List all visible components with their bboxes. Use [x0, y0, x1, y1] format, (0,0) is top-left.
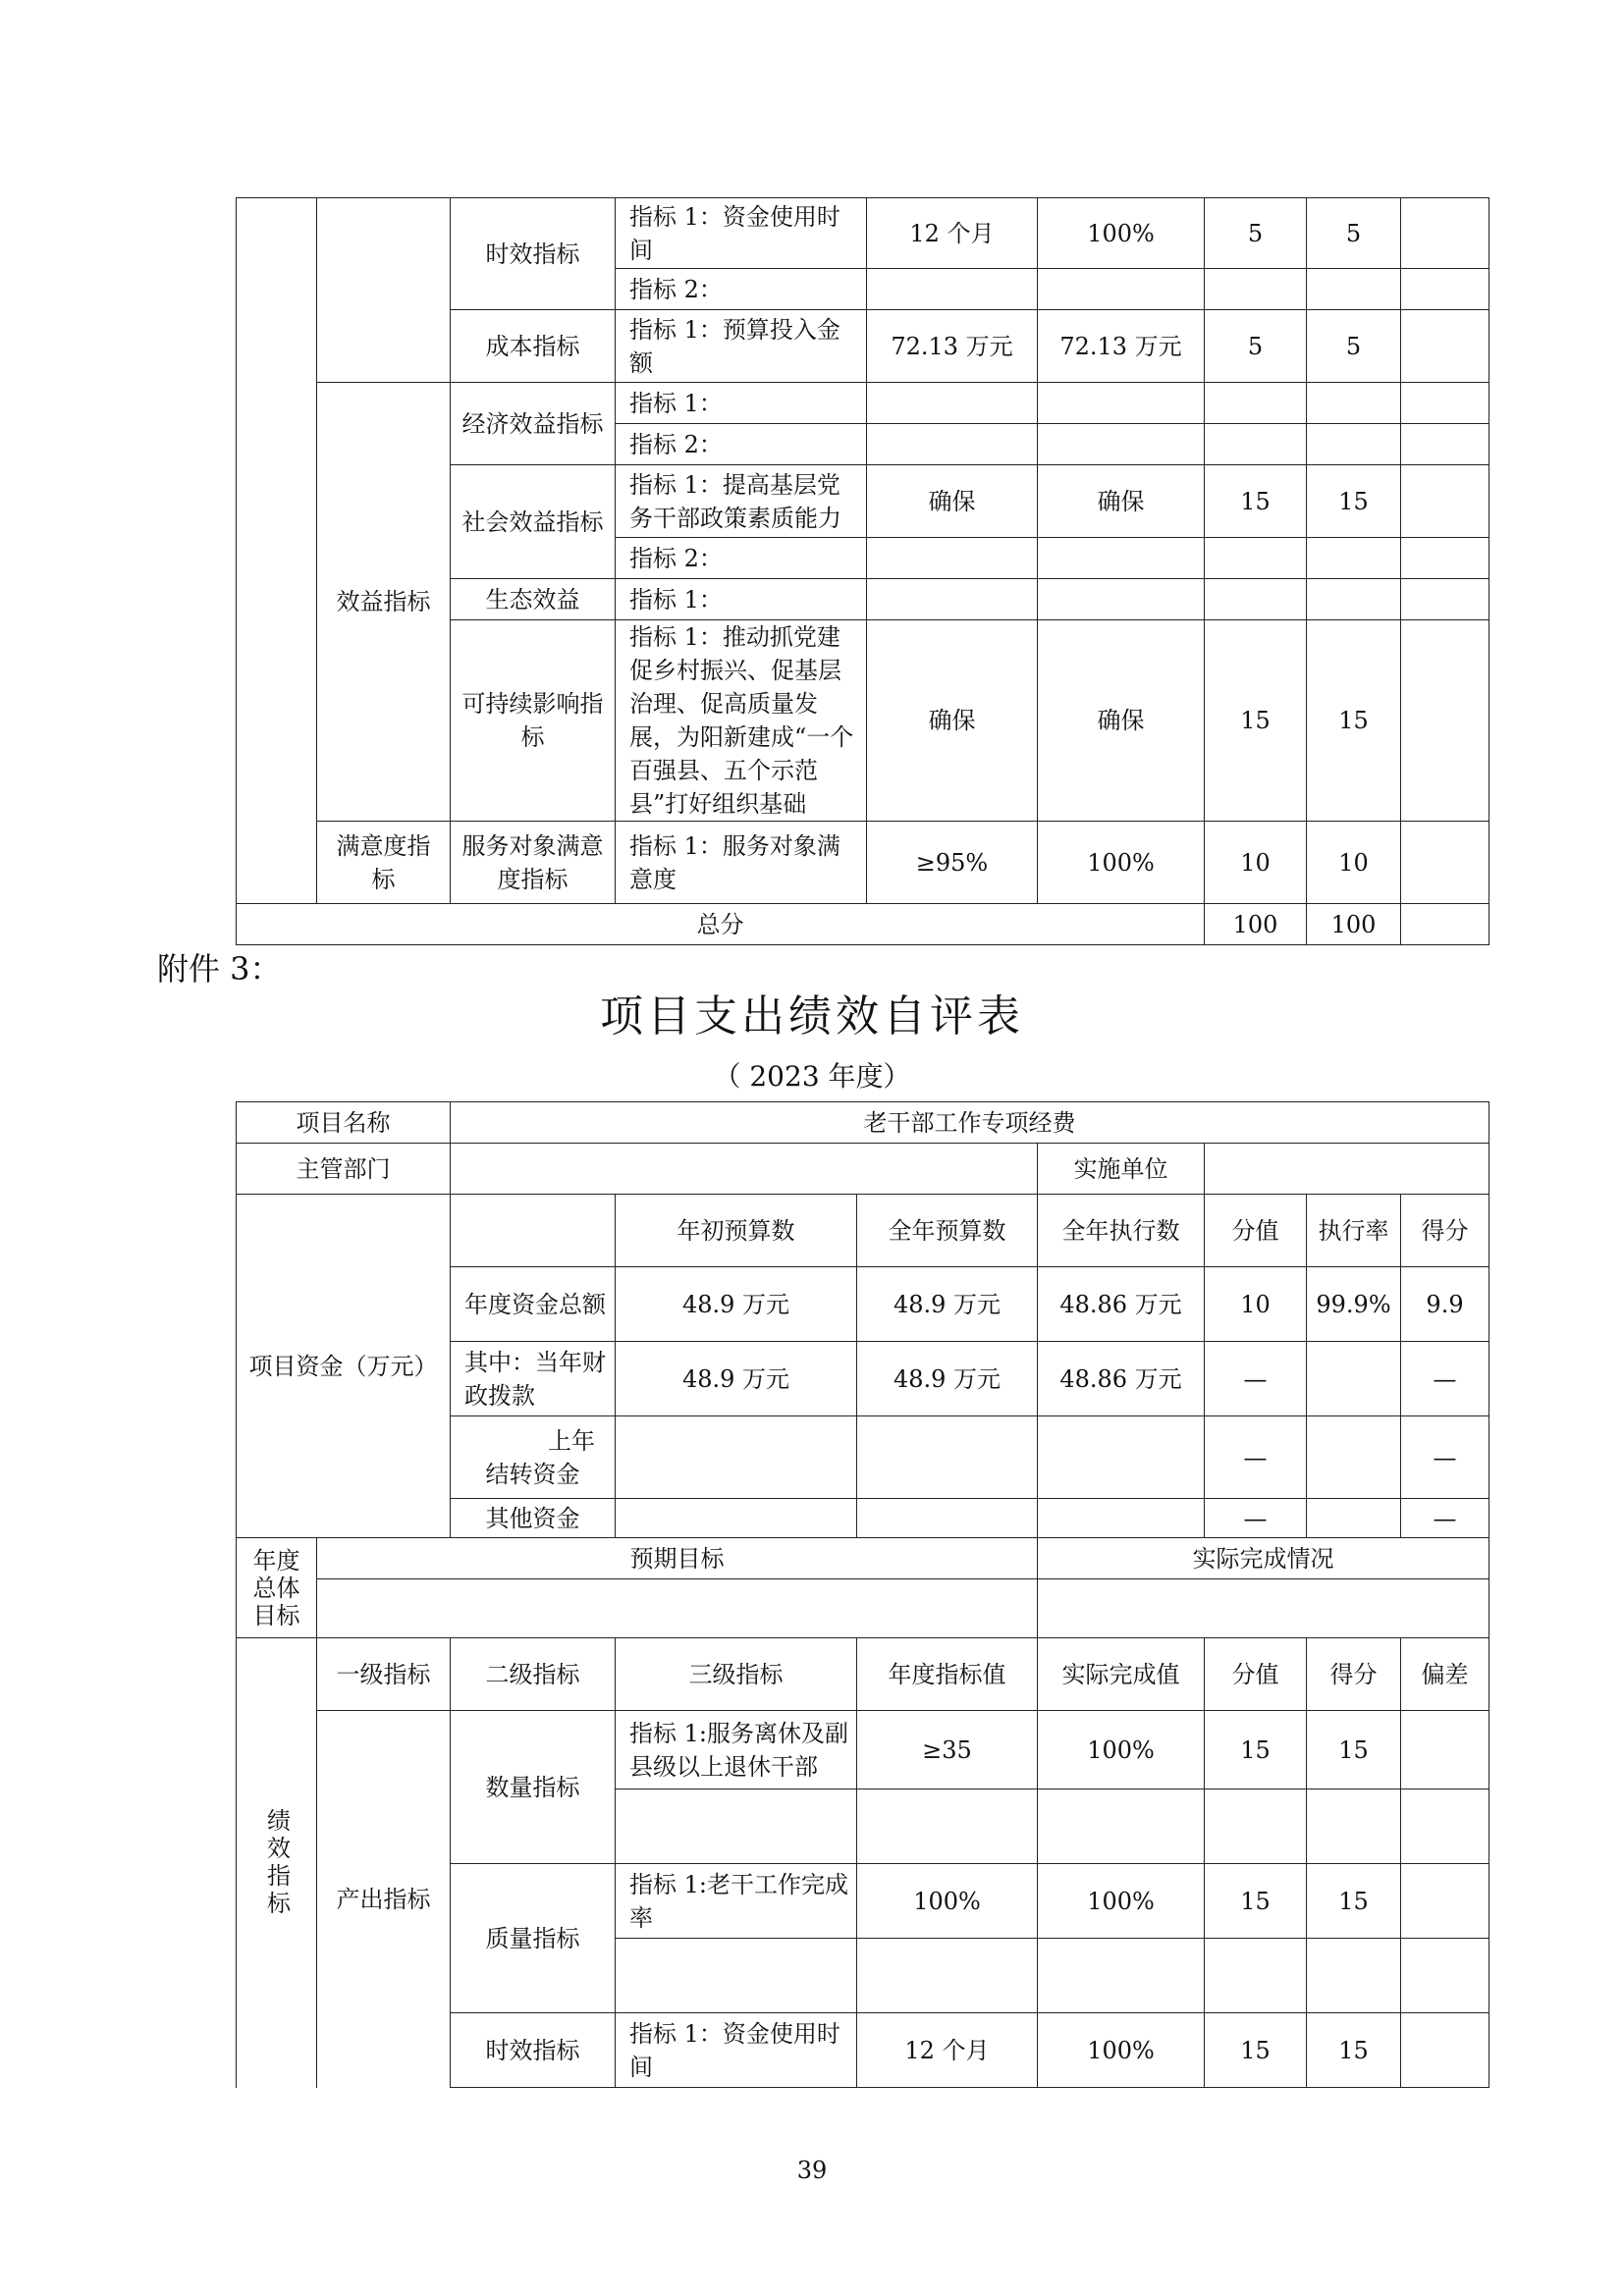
empty-cell [1401, 424, 1489, 465]
output-indicator-label: 产出指标 [317, 1711, 451, 2088]
empty-cell [1205, 269, 1307, 310]
empty-cell [1038, 538, 1205, 579]
deviation-cell [1401, 1711, 1489, 1789]
indicator-text: 指标 1:老干工作完成率 [616, 1864, 857, 1939]
implementing-unit-label: 实施单位 [1038, 1144, 1205, 1195]
empty-cell [867, 269, 1038, 310]
fund-got: — [1401, 1499, 1489, 1538]
empty-cell [1401, 579, 1489, 620]
empty-cell [1307, 1416, 1401, 1499]
empty-cell [1401, 383, 1489, 424]
actual-value: 确保 [1038, 465, 1205, 538]
empty-cell [1307, 1789, 1401, 1864]
implementing-unit-value [1205, 1144, 1489, 1195]
empty-cell [1038, 424, 1205, 465]
fund-row-label: 其他资金 [451, 1499, 616, 1538]
indicator-text: 指标 1：推动抓党建促乡村振兴、促基层治理、促高质量发展，为阳新建成“一个百强县、五个示范县”打好组织基础 [616, 620, 867, 822]
attachment-label: 附件 3： [157, 950, 282, 988]
actual-value: 72.13 万元 [1038, 310, 1205, 383]
expected-goal-value [317, 1579, 1038, 1638]
header-score2: 分值 [1205, 1638, 1307, 1711]
fund-row-label-a: 上年 [548, 1426, 595, 1455]
target-value: ≥95% [867, 822, 1038, 904]
header-full-execution: 全年执行数 [1038, 1195, 1205, 1267]
empty-cell [1205, 1939, 1307, 2013]
got-value: 5 [1307, 310, 1401, 383]
header-score: 分值 [1205, 1195, 1307, 1267]
total-got-value: 100 [1307, 904, 1401, 945]
indicator-text: 指标 1：预算投入金额 [616, 310, 867, 383]
empty-cell [1401, 1789, 1489, 1864]
indicator-text: 指标 1：提高基层党务干部政策素质能力 [616, 465, 867, 538]
timely-indicator-label: 时效指标 [451, 198, 616, 310]
empty-cell [1205, 538, 1307, 579]
got-value: 15 [1307, 465, 1401, 538]
empty-cell [867, 579, 1038, 620]
fund-row-label-b: 结转资金 [485, 1460, 580, 1488]
fund-initial: 48.9 万元 [616, 1342, 857, 1416]
empty-cell [1307, 269, 1401, 310]
empty-cell [1307, 383, 1401, 424]
target-value: 确保 [867, 465, 1038, 538]
indicator-text: 指标 1： [616, 579, 867, 620]
indicator-text: 指标 1：服务对象满意度 [616, 822, 867, 904]
header-actual-value: 实际完成值 [1038, 1638, 1205, 1711]
header-deviation: 偏差 [1401, 1638, 1489, 1711]
empty-cell [1401, 538, 1489, 579]
deviation-cell [1401, 198, 1489, 269]
deviation-cell [1401, 620, 1489, 822]
timeliness-indicator-label: 时效指标 [451, 2013, 616, 2088]
score-value: 5 [1205, 198, 1307, 269]
actual-value: 100% [1038, 2013, 1205, 2088]
empty-cell [1205, 383, 1307, 424]
header-execution-rate: 执行率 [1307, 1195, 1401, 1267]
empty-cell [1307, 1342, 1401, 1416]
ecological-benefit-label: 生态效益 [451, 579, 616, 620]
fund-initial: 48.9 万元 [616, 1267, 857, 1342]
expected-goal-header: 预期目标 [317, 1538, 1038, 1579]
empty-cell [616, 1416, 857, 1499]
fund-got: 9.9 [1401, 1267, 1489, 1342]
deviation-cell [1401, 904, 1489, 945]
score-value: 15 [1205, 1711, 1307, 1789]
fund-row-label: 年度资金总额 [451, 1267, 616, 1342]
indicator-text: 指标 1： [616, 383, 867, 424]
empty-cell [867, 383, 1038, 424]
indicator-text: 指标 2： [616, 538, 867, 579]
fund-score: — [1205, 1342, 1307, 1416]
quality-indicator-label: 质量指标 [451, 1864, 616, 2013]
fund-got: — [1401, 1342, 1489, 1416]
header-level3: 三级指标 [616, 1638, 857, 1711]
performance-indicator-label: 绩效指标 [237, 1638, 317, 2088]
fund-budget: 48.9 万元 [857, 1342, 1038, 1416]
social-benefit-label: 社会效益指标 [451, 465, 616, 579]
page-number: 39 [796, 2157, 828, 2184]
score-value: 15 [1205, 620, 1307, 822]
total-score-value: 100 [1205, 904, 1307, 945]
benefit-indicator-label: 效益指标 [317, 383, 451, 822]
project-name-value: 老干部工作专项经费 [451, 1102, 1489, 1144]
indicator-text: 指标 1:服务离休及副县级以上退休干部 [616, 1711, 857, 1789]
fund-budget: 48.9 万元 [857, 1267, 1038, 1342]
total-score-label: 总分 [237, 904, 1205, 945]
score-value: 15 [1205, 1864, 1307, 1939]
project-name-label: 项目名称 [237, 1102, 451, 1144]
empty-cell [857, 1416, 1038, 1499]
performance-table-continued [236, 197, 1489, 945]
indicator-text: 指标 2： [616, 269, 867, 310]
fund-exec: 48.86 万元 [1038, 1342, 1205, 1416]
target-value: 12 个月 [867, 198, 1038, 269]
actual-value: 100% [1038, 822, 1205, 904]
target-value: 72.13 万元 [867, 310, 1038, 383]
empty-cell [867, 538, 1038, 579]
actual-completion-header: 实际完成情况 [1038, 1538, 1489, 1579]
fund-rate: 99.9% [1307, 1267, 1401, 1342]
cost-indicator-label: 成本指标 [451, 310, 616, 383]
deviation-cell [1401, 1864, 1489, 1939]
got-value: 5 [1307, 198, 1401, 269]
performance-self-evaluation-table [236, 1101, 1489, 2088]
empty-cell [1307, 579, 1401, 620]
got-value: 10 [1307, 822, 1401, 904]
deviation-cell [1401, 310, 1489, 383]
sustainable-impact-label: 可持续影响指标 [451, 620, 616, 822]
target-value: 100% [857, 1864, 1038, 1939]
score-value: 10 [1205, 822, 1307, 904]
fund-score: 10 [1205, 1267, 1307, 1342]
empty-cell [1401, 1939, 1489, 2013]
target-value: 12 个月 [857, 2013, 1038, 2088]
header-initial-budget: 年初预算数 [616, 1195, 857, 1267]
empty-cell [1307, 538, 1401, 579]
quantity-indicator-label: 数量指标 [451, 1711, 616, 1864]
empty-cell [857, 1789, 1038, 1864]
header-full-budget: 全年预算数 [857, 1195, 1038, 1267]
empty-cell [1038, 1416, 1205, 1499]
actual-value: 确保 [1038, 620, 1205, 822]
level1-blank-cell [237, 198, 317, 904]
page-title: 项目支出绩效自评表 [600, 991, 1024, 1041]
score-value: 15 [1205, 2013, 1307, 2088]
empty-cell [1307, 1499, 1401, 1538]
got-value: 15 [1307, 620, 1401, 822]
empty-cell [867, 424, 1038, 465]
empty-cell [1205, 579, 1307, 620]
deviation-cell [1401, 465, 1489, 538]
indicator-text: 指标 1：资金使用时间 [616, 198, 867, 269]
fiscal-year: （ 2023 年度） [713, 1060, 911, 1093]
indicator-text: 指标 2： [616, 424, 867, 465]
economic-benefit-label: 经济效益指标 [451, 383, 616, 465]
empty-cell [1307, 424, 1401, 465]
actual-value: 100% [1038, 1711, 1205, 1789]
score-value: 15 [1205, 465, 1307, 538]
target-value: ≥35 [857, 1711, 1038, 1789]
empty-cell [857, 1939, 1038, 2013]
department-value [451, 1144, 1038, 1195]
empty-cell [1038, 1499, 1205, 1538]
header-level2: 二级指标 [451, 1638, 616, 1711]
output-indicator-cell [317, 198, 451, 383]
annual-goal-label: 年度总体目标 [237, 1538, 317, 1638]
empty-cell [857, 1499, 1038, 1538]
satisfaction-indicator-label: 满意度指标 [317, 822, 451, 904]
header-got: 得分 [1401, 1195, 1489, 1267]
got-value: 15 [1307, 1711, 1401, 1789]
fund-exec: 48.86 万元 [1038, 1267, 1205, 1342]
empty-cell [1205, 1789, 1307, 1864]
empty-cell [616, 1789, 857, 1864]
fund-score: — [1205, 1499, 1307, 1538]
got-value: 15 [1307, 2013, 1401, 2088]
empty-cell [616, 1499, 857, 1538]
fund-row-label: 其中：当年财政拨款 [451, 1342, 616, 1416]
empty-cell [1038, 269, 1205, 310]
empty-cell [616, 1939, 857, 2013]
deviation-cell [1401, 822, 1489, 904]
empty-cell [1038, 579, 1205, 620]
empty-cell [1307, 1939, 1401, 2013]
actual-value: 100% [1038, 1864, 1205, 1939]
empty-cell [1401, 269, 1489, 310]
header-level1: 一级指标 [317, 1638, 451, 1711]
header-got2: 得分 [1307, 1638, 1401, 1711]
empty-cell [1038, 1789, 1205, 1864]
satisfaction-sub-label: 服务对象满意度指标 [451, 822, 616, 904]
fund-score: — [1205, 1416, 1307, 1499]
header-year-value: 年度指标值 [857, 1638, 1038, 1711]
fund-got: — [1401, 1416, 1489, 1499]
empty-cell [1038, 383, 1205, 424]
indicator-text: 指标 1：资金使用时间 [616, 2013, 857, 2088]
deviation-cell [1401, 2013, 1489, 2088]
actual-completion-value [1038, 1579, 1489, 1638]
project-funds-label: 项目资金（万元） [237, 1195, 451, 1538]
empty-cell [1038, 1939, 1205, 2013]
got-value: 15 [1307, 1864, 1401, 1939]
department-label: 主管部门 [237, 1144, 451, 1195]
target-value: 确保 [867, 620, 1038, 822]
empty-cell [1205, 424, 1307, 465]
score-value: 5 [1205, 310, 1307, 383]
empty-cell [451, 1195, 616, 1267]
actual-value: 100% [1038, 198, 1205, 269]
fund-row-label [451, 1416, 616, 1499]
